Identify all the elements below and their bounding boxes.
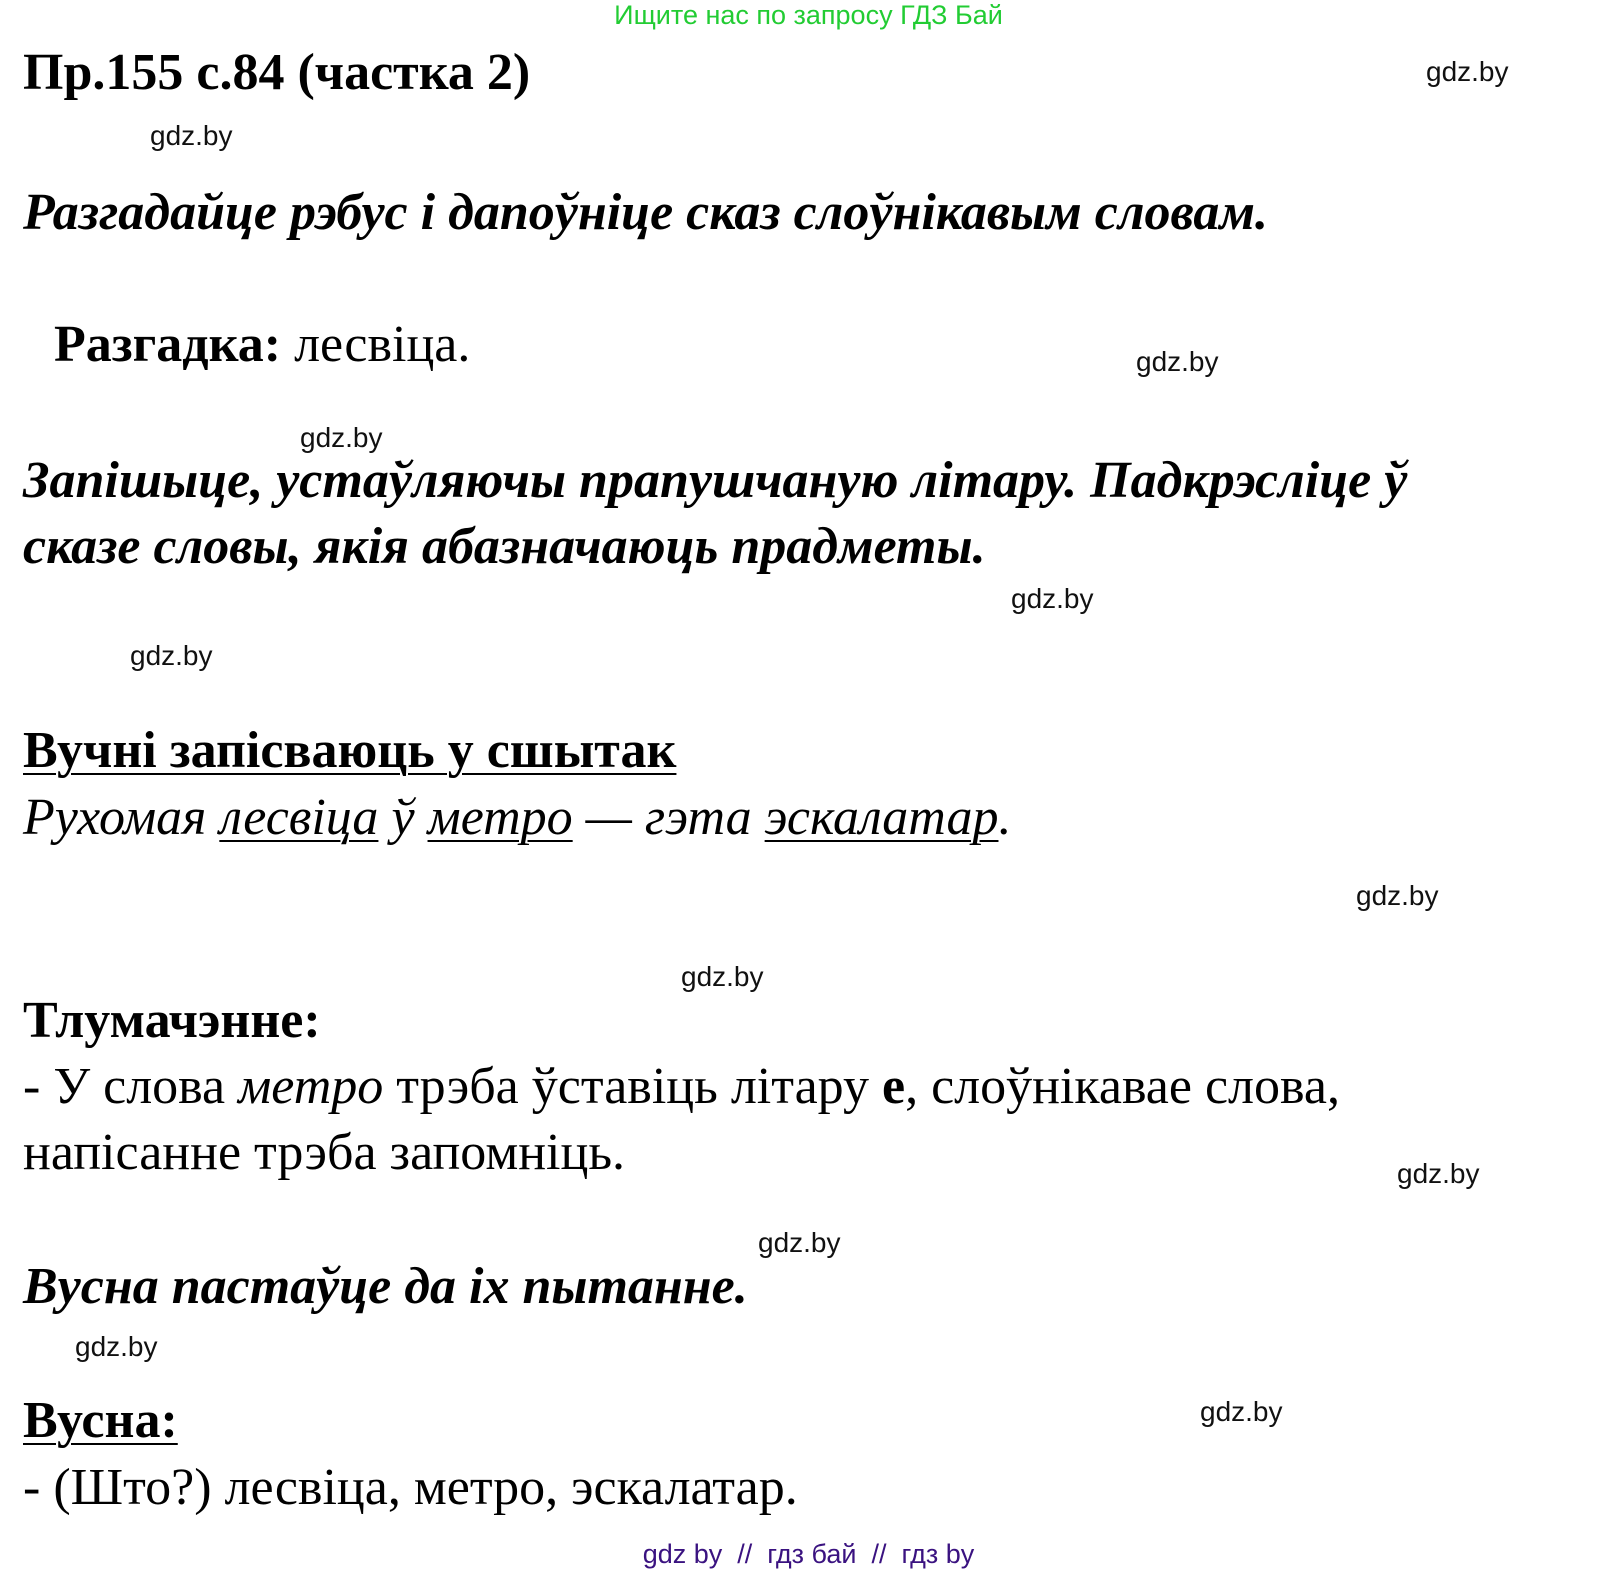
bold-letter: е (881, 1058, 906, 1115)
oral-heading: Вусна: (23, 1392, 178, 1449)
notebook-sentence (23, 785, 1011, 851)
text: , слоўнікавае слова, (905, 1058, 1340, 1115)
underlined-word: лесвіца (219, 789, 379, 846)
answer-label: Разгадка: (54, 316, 282, 373)
top-banner: Ищите нас по запросу ГДЗ Бай (614, 0, 1003, 30)
watermark: gdz.by (758, 1227, 841, 1258)
italic-word: метро (238, 1058, 384, 1115)
sentence-text: ў (378, 789, 428, 846)
oral-answer: - (Што?) лесвіца, метро, эскалатар. (23, 1459, 798, 1516)
watermark: gdz.by (150, 120, 233, 151)
watermark: gdz.by (130, 640, 213, 671)
task-2-line-1: Запішыце, устаўляючы прапушчаную літару. Падкрэсліце ў (23, 452, 1408, 509)
underlined-word: метро (427, 789, 573, 846)
watermark: gdz.by (1200, 1396, 1283, 1427)
task-2-line-2: сказе словы, якія абазначаюць прадметы. (23, 518, 986, 575)
explanation-line-2: напісанне трэба запомніць. (23, 1124, 626, 1181)
text: - У слова (23, 1058, 239, 1115)
sentence-text: Рухомая (23, 789, 220, 846)
watermark: gdz.by (1356, 880, 1439, 911)
watermark: gdz.by (300, 422, 383, 453)
task-3: Вусна пастаўце да іх пытанне. (23, 1258, 748, 1315)
sentence-text: — гэта (572, 789, 765, 846)
notebook-heading: Вучні запісваюць у сшытак (23, 722, 677, 779)
watermark: gdz.by (1426, 56, 1509, 87)
answer-value: лесвіца. (281, 316, 471, 373)
explanation-line-1 (23, 1054, 1340, 1120)
task-1: Разгадайце рэбус і дапоўніце сказ слоўнікавым словам. (23, 184, 1269, 241)
explanation-heading: Тлумачэнне: (23, 992, 321, 1049)
underlined-word: эскалатар (764, 789, 999, 846)
watermark: gdz.by (75, 1331, 158, 1362)
watermark: gdz.by (1397, 1158, 1480, 1189)
page-title: Пр.155 с.84 (частка 2) (23, 44, 531, 101)
sentence-text: . (998, 789, 1012, 846)
answer (54, 312, 470, 378)
watermark: gdz.by (1136, 346, 1219, 377)
text: трэба ўставіць літару (383, 1058, 882, 1115)
watermark: gdz.by (1011, 583, 1094, 614)
footer-links: gdz by // гдз бай // гдз by (642, 1539, 975, 1569)
watermark: gdz.by (681, 961, 764, 992)
